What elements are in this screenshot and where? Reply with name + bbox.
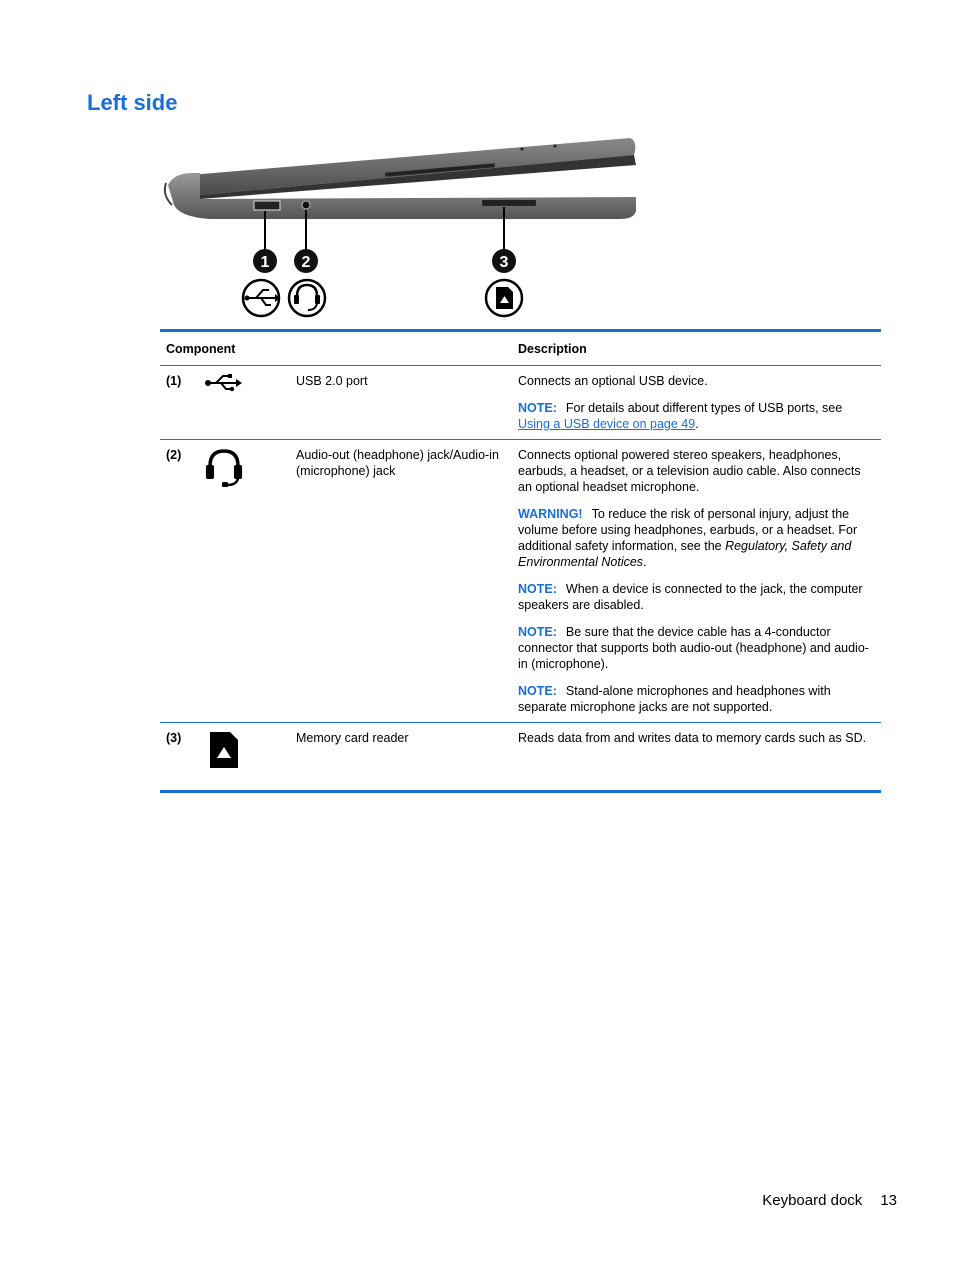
note-label: NOTE:	[518, 582, 557, 596]
device-body	[165, 138, 636, 219]
component-name: USB 2.0 port	[296, 374, 368, 388]
memory-card-icon	[486, 280, 522, 316]
note-text: Be sure that the device cable has a 4-conductor connector that supports both audio-out (headphone) and audio-in (microphone).	[518, 625, 869, 671]
usb-icon	[204, 373, 244, 393]
component-description: Connects optional powered stereo speakers, headphones, earbuds, a headset, or a television audio cable. Also connects an optional headset microphone.	[518, 448, 861, 494]
memory-card-slot	[482, 200, 536, 206]
note	[518, 683, 875, 715]
note-text-end: .	[695, 417, 699, 431]
table-header-row	[160, 331, 881, 366]
header-description: Description	[518, 342, 587, 356]
callout-1	[243, 211, 280, 316]
note	[518, 624, 875, 672]
component-name: Memory card reader	[296, 731, 409, 745]
callout-number: 2	[301, 254, 311, 271]
table-row	[160, 440, 881, 723]
warning-reference: Regulatory, Safety and Environmental Notices	[518, 539, 852, 569]
component-number: (3)	[166, 731, 182, 745]
callout-2	[289, 210, 325, 316]
usb-icon	[243, 280, 280, 316]
header-component: Component	[166, 342, 236, 356]
usb-port	[254, 201, 280, 210]
page-title: Left side	[87, 90, 178, 115]
callout-number: 3	[499, 254, 509, 271]
warning-text-end: .	[643, 555, 647, 569]
headset-icon	[204, 447, 244, 489]
component-number: (2)	[166, 448, 182, 462]
usb-device-link[interactable]: Using a USB device on page 49	[518, 417, 696, 431]
note-text: When a device is connected to the jack, the computer speakers are disabled.	[518, 582, 863, 612]
component-name: Audio-out (headphone) jack/Audio-in (microphone) jack	[296, 448, 499, 478]
table-row	[160, 723, 881, 792]
note	[518, 581, 875, 613]
component-description: Reads data from and writes data to memory cards such as SD.	[518, 731, 867, 745]
note-label: NOTE:	[518, 684, 557, 698]
warning-text: To reduce the risk of personal injury, adjust the volume before using headphones, earbuds, or a headset. For additional safety information, see the	[518, 507, 858, 553]
component-number: (1)	[166, 374, 182, 388]
memory-card-icon	[204, 730, 244, 770]
audio-jack	[302, 201, 310, 209]
device-left-side-illustration	[160, 135, 640, 325]
note-text: Stand-alone microphones and headphones with separate microphone jacks are not supported.	[518, 684, 831, 714]
component-table	[160, 329, 881, 793]
warning-label: WARNING!	[518, 507, 583, 521]
headset-icon	[289, 280, 325, 316]
note-label: NOTE:	[518, 401, 557, 415]
warning	[518, 506, 875, 570]
page-footer	[762, 1192, 897, 1209]
note-text: For details about different types of USB ports, see	[565, 401, 843, 415]
note-label: NOTE:	[518, 625, 557, 639]
note	[518, 400, 875, 432]
callout-3	[486, 207, 522, 316]
footer-section: Keyboard dock	[762, 1192, 863, 1209]
table-row	[160, 366, 881, 440]
callout-number: 1	[260, 254, 270, 271]
page-number: 13	[880, 1192, 897, 1209]
component-description: Connects an optional USB device.	[518, 374, 708, 388]
